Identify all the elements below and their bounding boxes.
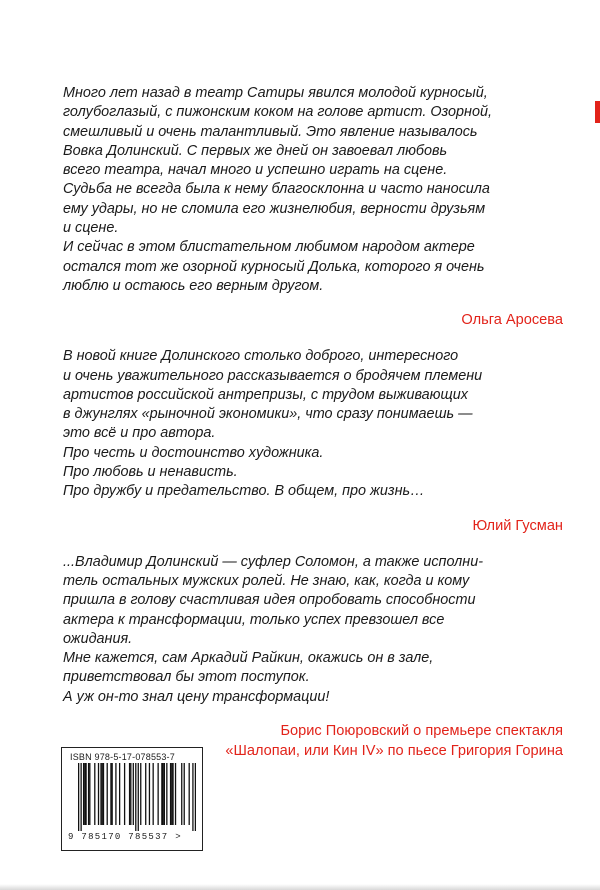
barcode-bar [162, 763, 163, 825]
quote-line: пришла в голову счастливая идея опробовать способности [63, 592, 476, 609]
quote-line: В новой книге Долинского столько доброго, интересного [63, 348, 459, 365]
quote-author [63, 310, 563, 330]
quote-text [63, 347, 543, 501]
barcode-bar [140, 763, 141, 825]
barcode-bar [192, 763, 193, 831]
barcode-bar [130, 763, 131, 825]
quote-author [63, 516, 563, 536]
barcode-bar [80, 763, 81, 831]
barcode-bar [161, 763, 162, 825]
barcode-bar [98, 763, 99, 825]
barcode-bar [166, 763, 167, 825]
barcode-digits: 9 785170 785537 > [68, 832, 182, 842]
barcode-bar [129, 763, 130, 825]
quote-line: Мне кажется, сам Аркадий Райкин, окажись он в зале, [63, 650, 434, 667]
barcode-bars [78, 763, 196, 831]
quote-line: люблю и остаюсь его верным другом. [63, 277, 324, 294]
red-edge-marker [595, 101, 600, 123]
quote-line: это всё и про автора. [63, 425, 216, 442]
barcode-bar [100, 763, 101, 825]
quote-line: актера к трансформации, только успех превзошел все [63, 611, 445, 628]
quote-line: Про честь и достоинство художника. [63, 444, 324, 461]
isbn-label: ISBN 978-5-17-078553-7 [70, 752, 175, 762]
barcode-bar [164, 763, 165, 825]
barcode-bar [119, 763, 120, 825]
barcode-bar [149, 763, 150, 825]
barcode-bar [184, 763, 185, 825]
quote-line: Про любовь и ненависть. [63, 464, 238, 481]
barcode-bar [78, 763, 79, 831]
barcode-bar [172, 763, 173, 825]
quote-line: артистов российской антрепризы, с трудом выживающих [63, 386, 468, 403]
barcode-bar [88, 763, 89, 825]
quote-line: голубоглазый, с пижонским коком на голове артист. Озорной, [63, 104, 492, 121]
quote-block-2 [63, 347, 563, 535]
barcode-bar [94, 763, 95, 825]
barcode-bar [145, 763, 146, 825]
quote-text [63, 553, 543, 707]
quote-line: всего театра, начал много и успешно играть на сцене. [63, 162, 448, 179]
back-cover-text [63, 84, 563, 761]
quote-line: ему удары, но не сломила его жизнелюбия, верности друзьям [63, 200, 486, 217]
quote-block-3 [63, 553, 563, 761]
barcode-bar [83, 763, 84, 825]
quote-line: смешливый и очень талантливый. Это явление называлось [63, 123, 478, 140]
author-line: Ольга Аросева [461, 312, 563, 329]
barcode-bar [110, 763, 111, 825]
quote-line: тель остальных мужских ролей. Не знаю, как, когда и кому [63, 572, 470, 589]
barcode-bar [195, 763, 196, 831]
barcode-bar [135, 763, 136, 831]
barcode-bar [84, 763, 85, 825]
barcode-bar [189, 763, 190, 825]
quote-line: Много лет назад в театр Сатиры явился молодой курносый, [63, 85, 488, 101]
barcode-bar [175, 763, 176, 825]
quote-line: приветствовал бы этот поступок. [63, 669, 310, 686]
quote-line: А уж он-то знал цену трансформации! [63, 688, 330, 705]
quote-line: и очень уважительного рассказывается о бродячем племени [63, 367, 483, 384]
barcode-bar [133, 763, 134, 825]
barcode-bar [171, 763, 172, 825]
quote-line: Судьба не всегда была к нему благосклонна и часто наносила [63, 181, 490, 198]
barcode-bar [170, 763, 171, 825]
quote-line: ...Владимир Долинский — суфлер Соломон, а также исполни- [63, 553, 483, 570]
spacer [63, 330, 543, 347]
author-line: «Шалопаи, или Кин IV» по пьесе Григория Горина [225, 743, 563, 760]
quote-line: остался тот же озорной курносый Долька, которого я очень [63, 258, 485, 275]
quote-line: Про дружбу и предательство. В общем, про жизнь… [63, 483, 425, 500]
quote-line: ожидания. [63, 630, 133, 647]
barcode-bar [107, 763, 108, 825]
quote-line: И сейчас в этом блистательном любимом народом актере [63, 239, 475, 256]
author-line: Юлий Гусман [472, 517, 563, 534]
quote-line: в джунглях «рыночной экономики», что сразу понимаешь — [63, 406, 473, 423]
isbn-barcode [61, 747, 203, 851]
barcode-bar [153, 763, 154, 825]
barcode-bar [115, 763, 116, 825]
quote-text [63, 84, 543, 296]
barcode-bar [124, 763, 125, 825]
barcode-bar [89, 763, 90, 825]
spacer [63, 536, 543, 553]
quote-line: и сцене. [63, 220, 119, 237]
barcode-bar [102, 763, 103, 825]
quote-block-1 [63, 84, 563, 330]
barcode-bar [112, 763, 113, 825]
author-line: Борис Поюровский о премьере спектакля [280, 723, 563, 740]
barcode-bar [103, 763, 104, 825]
barcode-bar [85, 763, 86, 825]
barcode-bar [157, 763, 158, 825]
barcode-bar [181, 763, 182, 825]
quote-line: Вовка Долинский. С первых же дней он завоевал любовь [63, 142, 448, 159]
bottom-edge [0, 884, 600, 890]
barcode-bar [138, 763, 139, 831]
